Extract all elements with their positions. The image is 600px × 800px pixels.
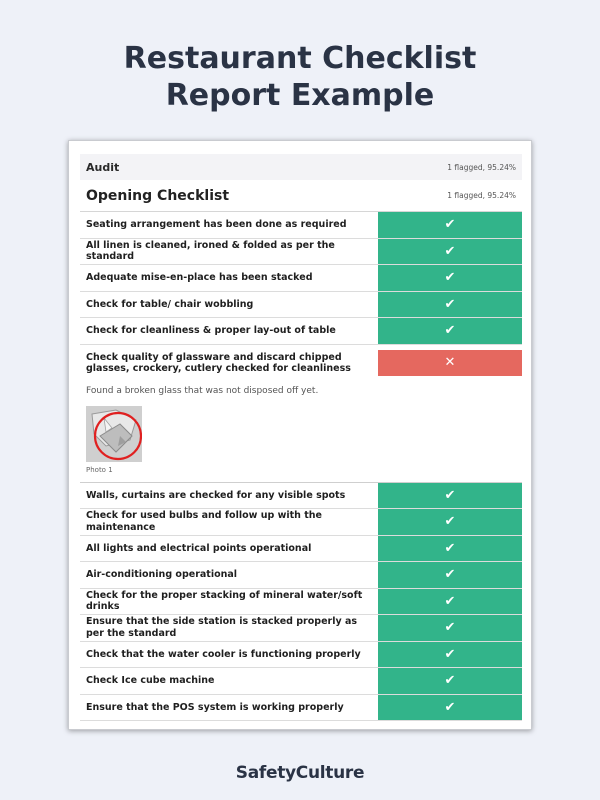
checkmark-icon: ✔ <box>444 487 456 503</box>
pass-result <box>378 212 522 238</box>
checkmark-icon: ✔ <box>444 646 456 662</box>
pass-result <box>378 239 522 265</box>
item-label: All lights and electrical points operational <box>86 542 312 554</box>
flagged-item-note <box>80 382 522 483</box>
checklist-item <box>80 265 522 292</box>
checklist-item <box>80 668 522 695</box>
pass-result <box>378 668 522 694</box>
pass-result <box>378 292 522 318</box>
note-text: Found a broken glass that was not disposed off yet. <box>86 385 319 396</box>
section-score: 1 flagged, 95.24% <box>447 191 516 200</box>
section-header <box>80 180 522 212</box>
checkmark-icon: ✔ <box>444 217 456 233</box>
checklist-items-before <box>80 212 522 345</box>
pass-result <box>378 562 522 588</box>
checklist-item <box>80 483 522 510</box>
pass-result <box>378 318 522 344</box>
item-label: Ensure that the side station is stacked properly as per the standard <box>86 616 358 639</box>
audit-label: Audit <box>86 160 120 174</box>
checkmark-icon: ✔ <box>444 323 456 339</box>
page-title-line-2: Report Example <box>165 78 435 113</box>
pass-result <box>378 642 522 668</box>
item-label: Check for cleanliness & proper lay-out of table <box>86 325 336 336</box>
item-label: Air-conditioning operational <box>86 569 238 580</box>
checklist-item <box>80 318 522 345</box>
checklist-item <box>80 239 522 266</box>
item-label: Check quality of glassware and discard chipped glasses, crockery, cutlery checked for cleanliness <box>86 351 351 374</box>
photo-caption: Photo 1 <box>86 465 113 474</box>
item-label: Seating arrangement has been done as required <box>86 219 347 230</box>
checkmark-icon: ✔ <box>444 620 456 636</box>
checklist-item <box>80 615 522 642</box>
section-title: Opening Checklist <box>86 187 230 204</box>
pass-result <box>378 536 522 562</box>
item-label: Walls, curtains are checked for any visible spots <box>86 489 346 501</box>
item-label: Check for table/ chair wobbling <box>86 298 254 310</box>
brand-logo <box>0 763 600 783</box>
broken-glass-photo <box>86 406 142 462</box>
checkmark-icon: ✔ <box>444 243 456 259</box>
page-title-line-1: Restaurant Checklist <box>123 41 477 76</box>
checklist-item <box>80 212 522 239</box>
checkmark-icon: ✔ <box>444 270 456 286</box>
report <box>80 154 522 721</box>
checkmark-icon: ✔ <box>444 514 456 530</box>
cross-icon: ✕ <box>444 355 456 370</box>
checklist-item <box>80 589 522 616</box>
brand-name: SafetyCulture <box>235 763 365 783</box>
pass-result <box>378 509 522 535</box>
audit-header <box>80 154 522 180</box>
checklist-item-flagged <box>80 345 522 382</box>
checkmark-icon: ✔ <box>444 699 456 715</box>
item-label: Adequate mise-en-place has been stacked <box>86 272 313 283</box>
checklist-items-after <box>80 483 522 722</box>
pass-result <box>378 615 522 641</box>
item-label: Check for used bulbs and follow up with the maintenance <box>86 510 322 533</box>
checklist-item <box>80 509 522 536</box>
checklist-item <box>80 562 522 589</box>
item-label: Check Ice cube machine <box>86 675 215 686</box>
checklist-item <box>80 642 522 669</box>
checkmark-icon: ✔ <box>444 540 456 556</box>
page-title <box>0 40 600 114</box>
report-card <box>68 140 532 730</box>
pass-result <box>378 589 522 615</box>
audit-score: 1 flagged, 95.24% <box>447 162 516 172</box>
pass-result <box>378 265 522 291</box>
fail-result <box>378 350 522 376</box>
photo-thumbnail[interactable] <box>86 406 142 462</box>
checkmark-icon: ✔ <box>444 593 456 609</box>
item-label: All linen is cleaned, ironed & folded as per the standard <box>86 239 335 263</box>
pass-result <box>378 483 522 509</box>
pass-result <box>378 695 522 721</box>
checklist-item <box>80 292 522 319</box>
item-label: Check for the proper stacking of mineral water/soft drinks <box>86 589 363 613</box>
checkmark-icon: ✔ <box>444 673 456 689</box>
item-label: Check that the water cooler is functioning properly <box>86 648 361 660</box>
checkmark-icon: ✔ <box>444 567 456 583</box>
checklist-item <box>80 695 522 722</box>
item-label: Ensure that the POS system is working properly <box>86 701 344 713</box>
checkmark-icon: ✔ <box>444 296 456 312</box>
checklist-item <box>80 536 522 563</box>
